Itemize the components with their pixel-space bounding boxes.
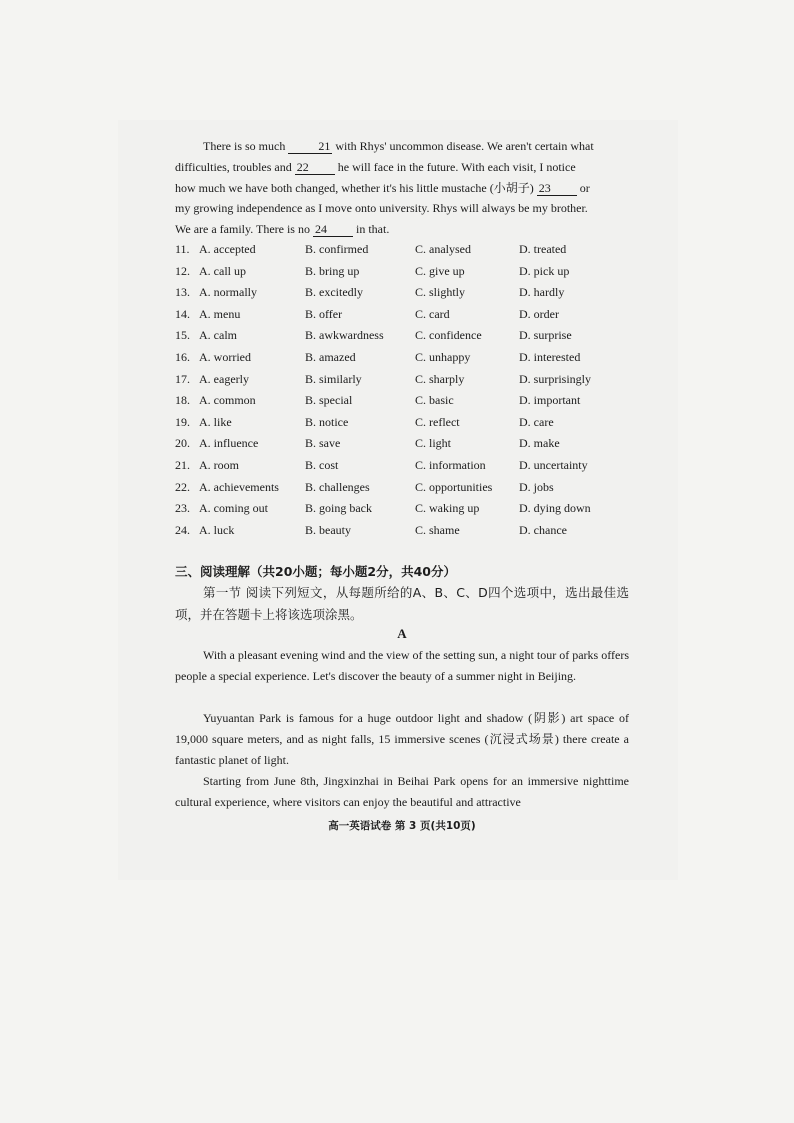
option-row: [175, 350, 635, 372]
option-d: D. uncertainty: [519, 457, 588, 472]
option-b: B. excitedly: [305, 285, 363, 300]
passage-paragraph-3: Starting from June 8th, Jingxinzhai in Beihai Park opens for an immersive nighttime cultural experience, where visitors can enjoy the beautiful and attractive: [175, 774, 629, 809]
option-a: A. normally: [199, 285, 257, 300]
option-b: B. similarly: [305, 371, 362, 386]
cloze-blank: 24: [313, 222, 353, 237]
passage-paragraph-2: Yuyuantan Park is famous for a huge outdoor light and shadow (阴影) art space of 19,000 square meters, and as night falls, 15 immersive scenes (沉浸式场景) there create a fantastic planet of light.: [175, 711, 629, 767]
option-row: [175, 393, 635, 415]
option-c: C. basic: [415, 393, 454, 408]
section-instruction: 第一节 阅读下列短文，从每题所给的A、B、C、D四个选项中，选出最佳选项，并在答题卡上将该选项涂黑。: [175, 585, 629, 622]
option-d: D. treated: [519, 242, 567, 256]
page-footer: 高一英语试卷 第 3 页(共10页): [328, 820, 476, 832]
option-row: [175, 458, 635, 480]
question-number: 21.: [175, 457, 190, 472]
option-d: D. care: [519, 414, 554, 429]
option-row: [175, 436, 635, 458]
option-b: B. bring up: [305, 263, 360, 278]
option-b: B. awkwardness: [305, 328, 384, 343]
cloze-text: We are a family. There is no: [175, 222, 313, 237]
option-a: A. common: [199, 393, 256, 408]
question-number: 20.: [175, 436, 190, 451]
question-number: 18.: [175, 393, 190, 408]
option-c: C. shame: [415, 522, 460, 537]
cloze-line: [175, 219, 629, 240]
cloze-line: [175, 157, 629, 178]
option-d: D. surprise: [519, 328, 572, 343]
option-row: [175, 415, 635, 437]
option-row: [175, 372, 635, 394]
option-c: C. reflect: [415, 414, 460, 429]
cloze-blank: 23: [537, 181, 577, 196]
option-c: C. light: [415, 436, 452, 451]
option-a: A. accepted: [199, 242, 256, 256]
cloze-text: in that.: [352, 222, 390, 237]
option-c: C. unhappy: [415, 349, 471, 364]
question-number: 22.: [175, 479, 190, 494]
cloze-text: how much we have both changed, whether it's his little mustache (小胡子): [175, 180, 537, 195]
option-c: C. waking up: [415, 501, 480, 516]
cloze-text: There is so much: [203, 139, 289, 153]
cloze-text: with Rhys' uncommon disease. We aren't certain what: [332, 139, 594, 153]
option-b: B. challenges: [305, 479, 370, 494]
passage-paragraph-1: With a pleasant evening wind and the view of the setting sun, a night tour of parks offers people a special experience. Let's discover the beauty of a summer night in Beijing.: [175, 648, 629, 683]
option-c: C. confidence: [415, 328, 482, 343]
option-b: B. notice: [305, 414, 349, 429]
option-c: C. information: [415, 457, 486, 472]
option-b: B. beauty: [305, 522, 351, 537]
option-d: D. surprisingly: [519, 371, 591, 386]
option-d: D. order: [519, 306, 559, 321]
option-d: D. interested: [519, 349, 581, 364]
option-b: B. confirmed: [305, 242, 369, 256]
question-number: 12.: [175, 263, 190, 278]
option-d: D. dying down: [519, 501, 591, 516]
option-a: A. eagerly: [199, 371, 249, 386]
cloze-passage-tail: [175, 136, 629, 240]
option-row: [175, 523, 635, 545]
cloze-line: [175, 136, 629, 157]
question-number: 17.: [175, 371, 190, 386]
section-heading: 三、阅读理解（共20小题；每小题2分，共40分）: [175, 564, 456, 579]
option-b: B. cost: [305, 457, 339, 472]
cloze-text: my growing independence as I move onto university. Rhys will always be my brother.: [175, 201, 588, 216]
option-b: B. special: [305, 393, 353, 408]
option-c: C. sharply: [415, 371, 465, 386]
option-row: [175, 285, 635, 307]
question-number: 24.: [175, 522, 190, 537]
option-a: A. call up: [199, 263, 246, 278]
cloze-line: [175, 198, 629, 219]
option-d: D. jobs: [519, 479, 554, 494]
option-c: C. give up: [415, 263, 465, 278]
option-a: A. worried: [199, 349, 251, 364]
option-a: A. like: [199, 414, 232, 429]
cloze-text: or: [576, 180, 590, 195]
option-a: A. coming out: [199, 501, 268, 516]
option-row: [175, 264, 635, 286]
option-row: [175, 307, 635, 329]
option-a: A. luck: [199, 522, 235, 537]
option-a: A. influence: [199, 436, 259, 451]
option-c: C. card: [415, 306, 450, 321]
cloze-text: difficulties, troubles and: [175, 159, 295, 174]
options-list: [175, 242, 635, 544]
option-b: B. amazed: [305, 349, 356, 364]
passage-title: A: [397, 626, 407, 641]
question-number: 19.: [175, 414, 190, 429]
option-c: C. analysed: [415, 242, 471, 256]
cloze-line: [175, 178, 629, 199]
question-number: 13.: [175, 285, 190, 300]
cloze-text: he will face in the future. With each visit, I notice: [334, 159, 576, 174]
option-b: B. save: [305, 436, 341, 451]
option-d: D. chance: [519, 522, 567, 537]
option-d: D. important: [519, 393, 581, 408]
option-d: D. pick up: [519, 263, 570, 278]
option-c: C. opportunities: [415, 479, 493, 494]
option-row: [175, 328, 635, 350]
option-d: D. hardly: [519, 285, 565, 300]
question-number: 16.: [175, 349, 190, 364]
cloze-blank: 22: [295, 160, 335, 175]
option-a: A. achievements: [199, 479, 279, 494]
question-number: 23.: [175, 501, 190, 516]
option-a: A. calm: [199, 328, 237, 343]
question-number: 11.: [175, 242, 190, 256]
option-row: [175, 480, 635, 502]
option-b: B. going back: [305, 501, 372, 516]
cloze-blank: 21: [288, 139, 332, 154]
question-number: 14.: [175, 306, 190, 321]
option-d: D. make: [519, 436, 560, 451]
question-number: 15.: [175, 328, 190, 343]
option-c: C. slightly: [415, 285, 466, 300]
option-b: B. offer: [305, 306, 343, 321]
option-a: A. room: [199, 457, 239, 472]
option-row: [175, 242, 635, 264]
option-a: A. menu: [199, 306, 241, 321]
option-row: [175, 501, 635, 523]
